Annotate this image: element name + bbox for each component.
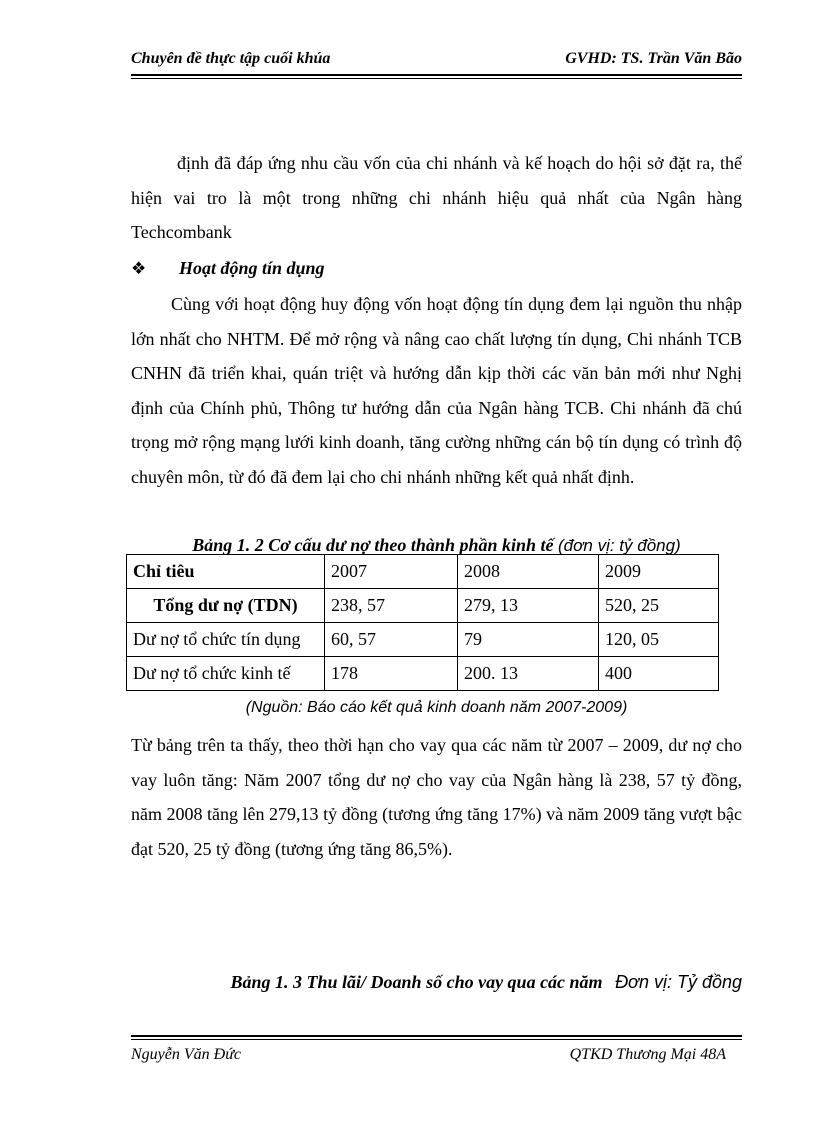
table-header-cell: 2009: [599, 555, 719, 589]
table-row: [127, 623, 719, 657]
table1-source: (Nguồn: Báo cáo kết quả kinh doanh năm 2007-2009): [245, 699, 628, 716]
table1-unit: (đơn vị: tỷ đồng): [558, 536, 681, 555]
paragraph-2: Cùng với hoạt động huy động vốn hoạt động tín dụng đem lại nguồn thu nhập lớn nhất cho NHTM. Để mở rộng và nâng cao chất lượng tín dụng, Chi nhánh TCB CNHN đã triển khai, quán triệt và hướng dẫn kịp thời các văn bản mới như Nghị định của Chính phủ, Thông tư hướng dẫn của Ngân hàng TCB. Chi nhánh đã chú trọng mở rộng mạng lưới kinh doanh, tăng cường những cán bộ tín dụng có trình độ chuyên môn, từ đó đã đem lại cho chi nhánh những kết quả nhất định.: [131, 294, 742, 487]
table-cell: 79: [458, 623, 599, 657]
table-cell: 520, 25: [599, 589, 719, 623]
page-footer: [131, 1046, 726, 1064]
diamond-bullet-icon: ❖: [131, 258, 147, 278]
table-cell: Tổng dư nợ (TDN): [127, 589, 325, 623]
table-cell: Dư nợ tổ chức kinh tế: [127, 657, 325, 691]
table-header-cell: 2007: [325, 555, 458, 589]
table-cell: 400: [599, 657, 719, 691]
table2-caption: [231, 972, 742, 993]
header-divider: [131, 78, 742, 79]
table2-unit: Đơn vị: Tỷ đồng: [615, 972, 742, 992]
footer-divider: [131, 1035, 742, 1037]
table-cell: 120, 05: [599, 623, 719, 657]
table-header-row: [127, 555, 719, 589]
section-heading: [131, 258, 325, 279]
table-header-cell: Chỉ tiêu: [127, 555, 325, 589]
table-cell: 200. 13: [458, 657, 599, 691]
table-cell: 238, 57: [325, 589, 458, 623]
footer-class: QTKD Thương Mại 48A: [569, 1046, 726, 1063]
table-header-cell: 2008: [458, 555, 599, 589]
page-header: [131, 50, 742, 76]
table-cell: 279, 13: [458, 589, 599, 623]
header-left: Chuyên đề thực tập cuối khúa: [131, 50, 331, 67]
footer-author: Nguyễn Văn Đức: [131, 1046, 242, 1063]
table-row: [127, 589, 719, 623]
table-row: [127, 657, 719, 691]
paragraph-3: Từ bảng trên ta thấy, theo thời hạn cho vay qua các năm từ 2007 – 2009, dư nợ cho vay luôn tăng: Năm 2007 tổng dư nợ cho vay của Ngân hàng là 238, 57 tỷ đồng, năm 2008 tăng lên 279,13 tỷ đồng (tương ứng tăng 17%) và năm 2009 tăng vượt bậc đạt 520, 25 tỷ đồng (tương ứng tăng 86,5%).: [131, 735, 742, 859]
loan-structure-table: [126, 554, 719, 691]
table-cell: 60, 57: [325, 623, 458, 657]
table-cell: 178: [325, 657, 458, 691]
table2-title: Bảng 1. 3 Thu lãi/ Doanh số cho vay qua các năm: [230, 972, 603, 992]
section-title: Hoạt động tín dụng: [179, 258, 325, 278]
header-right: GVHD: TS. Trần Văn Bão: [565, 50, 742, 67]
table-cell: Dư nợ tổ chức tín dụng: [127, 623, 325, 657]
paragraph-1: định đã đáp ứng nhu cầu vốn của chi nhánh và kế hoạch do hội sở đặt ra, thể hiện vai tro là một trong những chi nhánh hiệu quả nhất của Ngân hàng Techcombank: [131, 153, 742, 242]
footer-divider-thin: [131, 1039, 742, 1040]
table1-title: Bảng 1. 2 Cơ cấu dư nợ theo thành phần kinh tế: [192, 535, 554, 555]
